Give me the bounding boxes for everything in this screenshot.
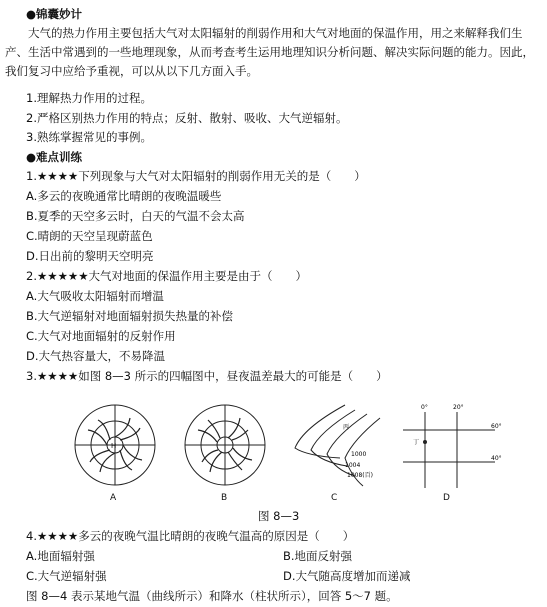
figure-d-label: 20° bbox=[453, 404, 464, 411]
question-1-option-a: A.多云的夜晚通常比晴朗的夜晚温暖些 bbox=[26, 189, 222, 203]
closing-instruction: 图 8—4 表示某地气温（曲线所示）和降水（柱状所示），回答 5～7 题。 bbox=[26, 589, 398, 603]
tip-item: 1.理解热力作用的过程。 bbox=[26, 91, 152, 105]
question-1-option-b: B.夏季的天空多云时，白天的气温不会太高 bbox=[26, 209, 245, 223]
tip-item: 2.严格区别热力作用的特点；反射、散射、吸收、大气逆辐射。 bbox=[26, 111, 348, 125]
figure-c-label: 1004 bbox=[345, 462, 361, 469]
figure-a-diagram bbox=[68, 400, 162, 490]
question-3-stem: 3.★★★★如图 8—3 所示的四幅图中，昼夜温差最大的可能是（ ） bbox=[26, 369, 388, 383]
figure-b-diagram bbox=[178, 400, 272, 490]
figure-label-d: D bbox=[443, 493, 450, 503]
question-1-option-d: D.日出前的黎明天空明亮 bbox=[26, 249, 154, 263]
figure-label-b: B bbox=[221, 493, 228, 503]
question-2-option-b: B.大气逆辐射对地面辐射损失热量的补偿 bbox=[26, 309, 234, 323]
figure-c-label: 1008(百) bbox=[347, 472, 373, 479]
figure-d-point bbox=[423, 440, 427, 444]
figure-label-a: A bbox=[110, 493, 117, 503]
figure-c-diagram bbox=[285, 400, 385, 490]
question-2-option-d: D.大气热容量大，不易降温 bbox=[26, 349, 166, 363]
figure-c-label: 1000 bbox=[351, 451, 367, 458]
question-4-option-d: D.大气随高度增加而递减 bbox=[283, 569, 411, 583]
tip-item: 3.熟练掌握常见的事例。 bbox=[26, 130, 152, 144]
figure-label-c: C bbox=[331, 493, 338, 503]
figure-d-label: 0° bbox=[421, 404, 428, 411]
question-4-option-c: C.大气逆辐射强 bbox=[26, 569, 107, 583]
figure-center-label: H bbox=[111, 442, 117, 450]
question-4-stem: 4.★★★★多云的夜晚气温比晴朗的夜晚气温高的原因是（ ） bbox=[26, 529, 355, 543]
question-1-option-c: C.晴朗的天空呈现蔚蓝色 bbox=[26, 229, 153, 243]
section-heading-difficult: ●难点训练 bbox=[26, 150, 83, 164]
figure-d-label: 丁 bbox=[413, 439, 420, 446]
intro-paragraph: 大气的热力作用主要包括大气对太阳辐射的削弱作用和大气对地面的保温作用，用之来解释我们生产、生活中常遇到的一些地理现象，从而考查考生运用地理知识分析问题、解决实际问题的能力。因此，我们复习中应给予重视，可以从以下几方面入手。 bbox=[5, 26, 534, 78]
figure-d-diagram bbox=[395, 400, 505, 490]
figure-c-label: 丙 bbox=[343, 424, 350, 431]
section-heading-jinnang: ●锦囊妙计 bbox=[26, 7, 83, 21]
question-4-option-b: B.地面反射强 bbox=[283, 549, 353, 563]
question-4-option-a: A.地面辐射强 bbox=[26, 549, 95, 563]
question-1-stem: 1.★★★★下列现象与大气对太阳辐射的削弱作用无关的是（ ） bbox=[26, 169, 366, 183]
figure-d-label: 60° bbox=[491, 423, 502, 430]
question-2-option-a: A.大气吸收太阳辐射而增温 bbox=[26, 289, 164, 303]
question-2-option-c: C.大气对地面辐射的反射作用 bbox=[26, 329, 176, 343]
figure-caption: 图 8—3 bbox=[258, 509, 300, 523]
question-2-stem: 2.★★★★★大气对地面的保温作用主要是由于（ ） bbox=[26, 269, 308, 283]
figure-d-label: 40° bbox=[491, 455, 502, 462]
